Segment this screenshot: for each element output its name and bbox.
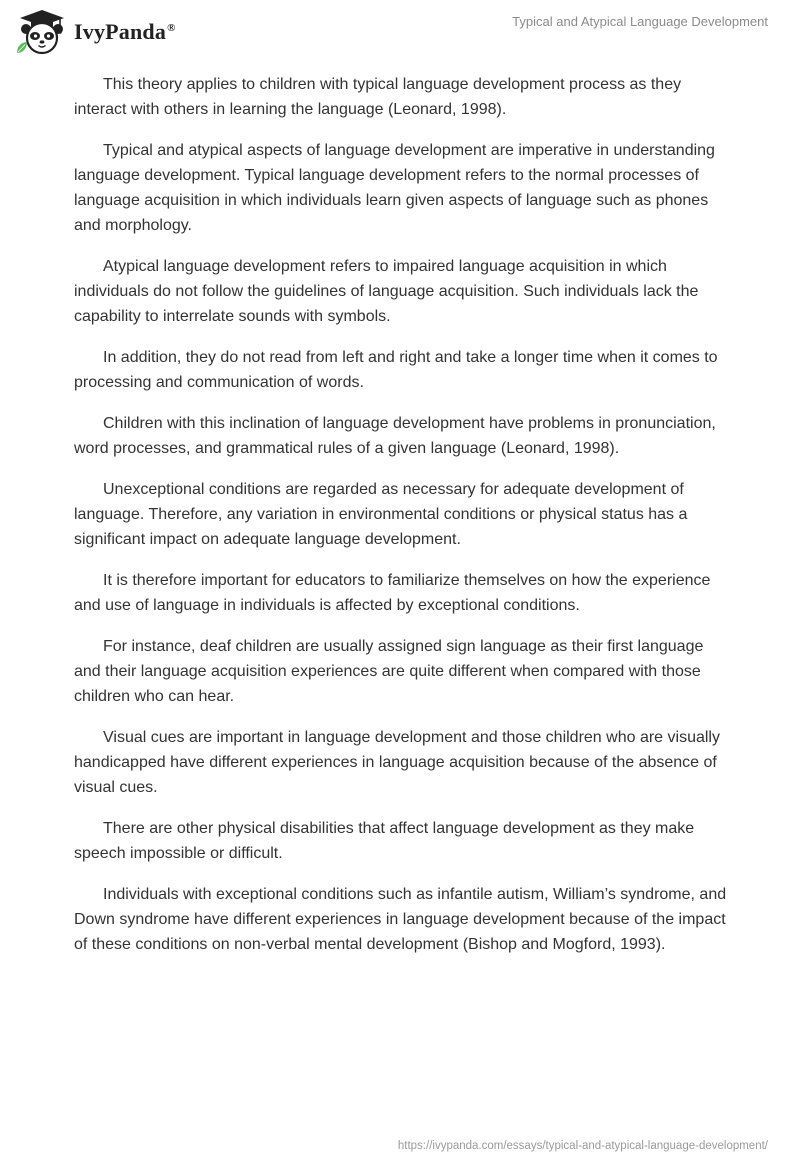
document-title: Typical and Atypical Language Development	[512, 14, 768, 29]
paragraph: It is therefore important for educators to familiarize themselves on how the experience and use of language in individuals is affected by exceptional conditions.	[74, 572, 711, 614]
paragraph: Visual cues are important in language development and those children who are visually handicapped have different experiences in language acquisition because of the absence of visual cues.	[74, 729, 720, 796]
paragraph: For instance, deaf children are usually assigned sign language as their first language and their language acquisition experiences are quite different when compared with those children who can hear.	[74, 638, 704, 705]
brand-label: IvyPanda	[74, 19, 167, 44]
panda-graduate-icon	[14, 9, 70, 55]
paragraph: There are other physical disabilities that affect language development as they make speech impossible or difficult.	[74, 820, 695, 862]
brand-name	[74, 19, 176, 45]
paragraph: In addition, they do not read from left and right and take a longer time when it comes to processing and communication of words.	[74, 349, 718, 391]
paragraph: Children with this inclination of language development have problems in pronunciation, word processes, and grammatical rules of a given language (Leonard, 1998).	[74, 415, 716, 457]
page-header	[0, 0, 800, 64]
paragraph: Unexceptional conditions are regarded as necessary for adequate development of language. Therefore, any variation in environmental conditions or physical status has a significant impact on adequate language development.	[74, 481, 688, 548]
paragraph: Atypical language development refers to impaired language acquisition in which individuals do not follow the guidelines of language acquisition. Such individuals lack the capability to interrelate sounds with symbols.	[74, 258, 699, 325]
paragraph: Individuals with exceptional conditions such as infantile autism, William’s syndrome, and Down syndrome have different experiences in language development because of the impact of these conditions on non-verbal mental development (Bishop and Mogford, 1993).	[74, 886, 727, 953]
source-url-link[interactable]: https://ivypanda.com/essays/typical-and-atypical-language-development/	[397, 1140, 768, 1152]
paragraph: Typical and atypical aspects of language development are imperative in understanding language development. Typical language development refers to the normal processes of language acquisition in which individuals learn given aspects of language such as phones and morphology.	[74, 142, 715, 234]
essay-body	[74, 72, 734, 973]
registered-mark: ®	[167, 21, 176, 34]
paragraph: This theory applies to children with typical language development process as they interact with others in learning the language (Leonard, 1998).	[74, 76, 682, 118]
ivypanda-logo[interactable]	[14, 9, 176, 55]
